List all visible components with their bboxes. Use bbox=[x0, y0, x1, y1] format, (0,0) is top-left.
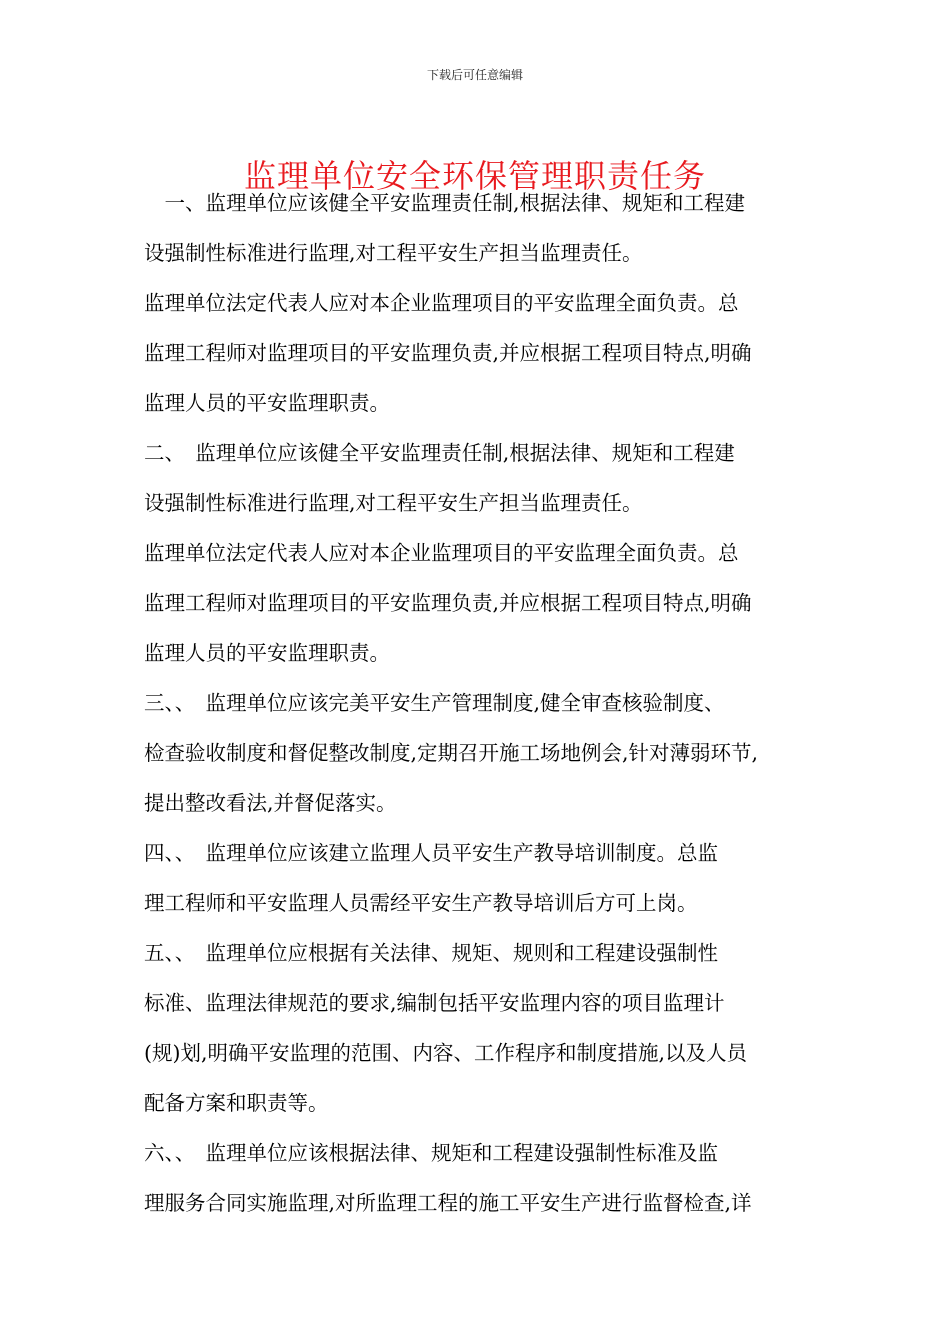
text-line: 标准、监理法律规范的要求,编制包括平安监理内容的项目监理计 bbox=[144, 991, 725, 1015]
text-line: 四、、 监理单位应该建立监理人员平安生产教导培训制度。总监 bbox=[144, 841, 718, 865]
text-line: (规)划,明确平安监理的范围、内容、工作程序和制度措施,以及人员 bbox=[144, 1041, 748, 1065]
text-line: 设强制性标准进行监理,对工程平安生产担当监理责任。 bbox=[144, 241, 643, 265]
text-line: 监理人员的平安监理职责。 bbox=[144, 391, 390, 415]
text-line: 提出整改看法,并督促落实。 bbox=[144, 791, 397, 815]
text-line: 理工程师和平安监理人员需经平安生产教导培训后方可上岗。 bbox=[144, 891, 698, 915]
text-line: 监理工程师对监理项目的平安监理负责,并应根据工程项目特点,明确 bbox=[144, 341, 752, 365]
paragraph-8 bbox=[144, 1128, 812, 1228]
paragraph-2 bbox=[144, 278, 812, 428]
text-line: 监理人员的平安监理职责。 bbox=[144, 641, 390, 665]
text-line: 检查验收制度和督促整改制度,定期召开施工场地例会,针对薄弱环节, bbox=[144, 741, 759, 765]
paragraph-1 bbox=[144, 178, 812, 278]
document-title: 监理单位安全环保管理职责任务 bbox=[243, 157, 706, 196]
text-line: 一、监理单位应该健全平安监理责任制,根据法律、规矩和工程建 bbox=[144, 191, 746, 215]
text-line: 监理单位法定代表人应对本企业监理项目的平安监理全面负责。总 bbox=[144, 291, 739, 315]
paragraph-7 bbox=[144, 928, 812, 1128]
paragraph-5 bbox=[144, 678, 812, 828]
text-line: 五、、 监理单位应根据有关法律、规矩、规则和工程建设强制性 bbox=[144, 941, 718, 965]
text-line: 二、 监理单位应该健全平安监理责任制,根据法律、规矩和工程建 bbox=[144, 441, 735, 465]
text-line: 三、、 监理单位应该完美平安生产管理制度,健全审查核验制度、 bbox=[144, 691, 725, 715]
text-line: 理服务合同实施监理,对所监理工程的施工平安生产进行监督检查,详 bbox=[144, 1191, 752, 1215]
text-line: 监理工程师对监理项目的平安监理负责,并应根据工程项目特点,明确 bbox=[144, 591, 752, 615]
paragraph-3 bbox=[144, 428, 812, 528]
text-line: 配备方案和职责等。 bbox=[144, 1091, 329, 1115]
text-line: 六、、 监理单位应该根据法律、规矩和工程建设强制性标准及监 bbox=[144, 1141, 718, 1165]
text-line: 设强制性标准进行监理,对工程平安生产担当监理责任。 bbox=[144, 491, 643, 515]
text-line: 监理单位法定代表人应对本企业监理项目的平安监理全面负责。总 bbox=[144, 541, 739, 565]
header-note: 下载后可任意编辑 bbox=[426, 68, 523, 82]
paragraph-6 bbox=[144, 828, 812, 928]
document-body bbox=[144, 178, 812, 1228]
paragraph-4 bbox=[144, 528, 812, 678]
